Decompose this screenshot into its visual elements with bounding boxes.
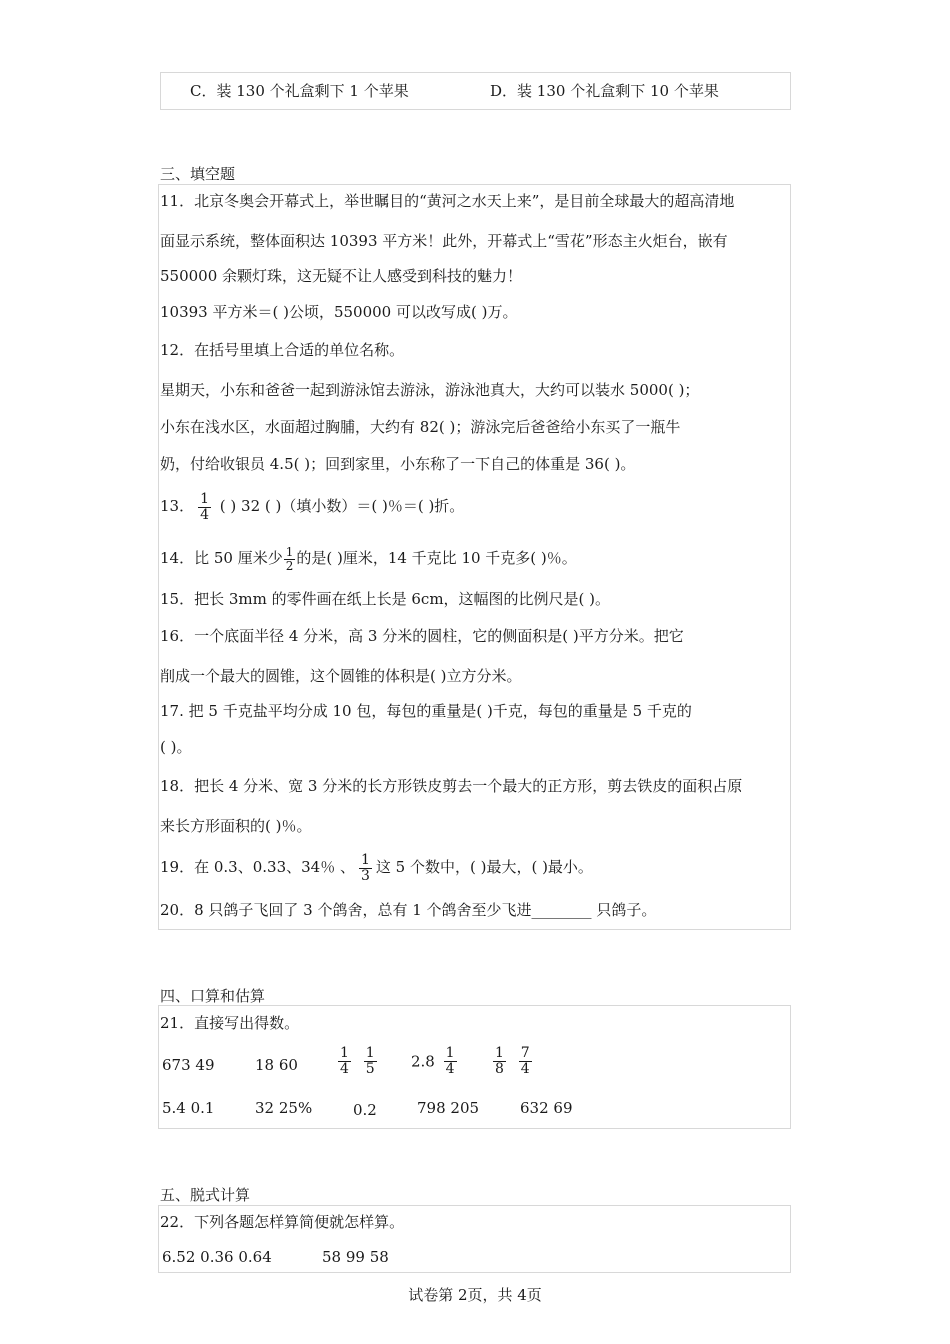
frac-num: 1: [365, 1045, 375, 1061]
q21-r1-d-text: 2.8: [411, 1052, 435, 1071]
q21-r2-d: 798 205: [417, 1099, 480, 1117]
frac-num: 7: [520, 1045, 530, 1061]
q13-prefix: 13．: [160, 497, 195, 515]
q21-r2-a: 5.4 0.1: [162, 1099, 215, 1117]
q19-part-a: 19．在 0.3、0.33、34％ 、: [160, 858, 355, 876]
q14-fraction: [284, 546, 296, 573]
q21-r1-e: [489, 1046, 536, 1077]
section-title-fill-blank: 三、填空题: [160, 165, 236, 183]
q14-part-a: 14．比 50 厘米少: [160, 549, 283, 567]
q21-r2-b: 32 25%: [255, 1099, 313, 1117]
q13-rest: ( ) 32 ( )（填小数）＝( )％＝( )折。: [219, 497, 465, 515]
frac-num: 1: [495, 1045, 504, 1061]
q21-r1-d: [411, 1046, 461, 1077]
q13-fraction: [198, 492, 211, 523]
q14-frac-den: 2: [285, 558, 294, 573]
q21-r1-b: 18 60: [255, 1056, 298, 1074]
q13-frac-num: 1: [200, 490, 210, 507]
q21-r2-c: 0.2: [353, 1101, 377, 1119]
q13-frac-den: 4: [200, 506, 210, 523]
q21-r2-e: 632 69: [520, 1099, 573, 1117]
q15-line: 15．把长 3mm 的零件画在纸上长是 6cm，这幅图的比例尺是( )。: [160, 590, 611, 608]
q22-r1-a: 6.52 0.36 0.64: [162, 1248, 272, 1266]
q11-line4: 10393 平方米＝( )公顷，550000 可以改写成( )万。: [160, 303, 518, 321]
q18-line1: 18．把长 4 分米、宽 3 分米的长方形铁皮剪去一个最大的正方形，剪去铁皮的面积占原: [160, 777, 743, 795]
q12-line4: 奶，付给收银员 4.5( )；回到家里，小东称了一下自己的体重是 36( )。: [160, 455, 636, 473]
q11-line2: 面显示系统，整体面积达 10393 平方米！此外，开幕式上“雪花”形态主火炬台，嵌有: [160, 232, 728, 250]
q21-r1-e-frac2: [519, 1046, 532, 1077]
q21-r1-d-frac: [444, 1046, 457, 1077]
q17-line2: ( )。: [160, 738, 192, 756]
q17-line1: 17. 把 5 千克盐平均分成 10 包，每包的重量是( )千克，每包的重量是 5 千克的: [160, 702, 692, 720]
q19-line: [160, 849, 593, 885]
frac-den: 4: [445, 1061, 455, 1077]
q22-r1-b: 58 99 58: [322, 1248, 389, 1266]
q12-line3: 小东在浅水区，水面超过胸脯，大约有 82( )；游泳完后爸爸给小东买了一瓶牛: [160, 418, 681, 436]
q19-frac-num: 1: [360, 851, 370, 868]
q22-line: 22．下列各题怎样算简便就怎样算。: [160, 1213, 405, 1231]
q16-line1: 16．一个底面半径 4 分米，高 3 分米的圆柱，它的侧面积是( )平方分米。把它: [160, 627, 684, 645]
option-d: D．装 130 个礼盒剩下 10 个苹果: [490, 82, 719, 100]
q20-line: 20．8 只鸽子飞回了 3 个鸽舍，总有 1 个鸽舍至少飞进________ 只鸽子。: [160, 901, 657, 919]
q21-line: 21．直接写出得数。: [160, 1014, 300, 1032]
section-title-step-calc: 五、脱式计算: [160, 1186, 251, 1204]
q14-frac-num: 1: [285, 544, 294, 559]
frac-den: 5: [365, 1061, 375, 1077]
q16-line2: 削成一个最大的圆锥，这个圆锥的体积是( )立方分米。: [160, 667, 522, 685]
q12-line1: 12．在括号里填上合适的单位名称。: [160, 341, 405, 359]
q19-fraction: [359, 853, 372, 884]
option-c: C．装 130 个礼盒剩下 1 个苹果: [190, 82, 409, 100]
q19-frac-den: 3: [360, 867, 370, 884]
q13-line: [160, 488, 464, 524]
frac-num: 1: [340, 1045, 349, 1061]
q18-line2: 来长方形面积的( )％。: [160, 817, 312, 835]
q14-part-b: 的是( )厘米，14 千克比 10 千克多( )％。: [296, 549, 577, 567]
q14-line: [160, 540, 577, 576]
q21-r1-c-frac2: [364, 1046, 377, 1077]
frac-num: 1: [445, 1045, 455, 1061]
q11-line1: 11．北京冬奥会开幕式上，举世瞩目的“黄河之水天上来”，是目前全球最大的超高清地: [160, 192, 735, 210]
page-footer: 试卷第 2页，共 4页: [408, 1286, 542, 1304]
q21-r1-c: [334, 1046, 381, 1077]
q19-part-b: 这 5 个数中，( )最大，( )最小。: [375, 858, 593, 876]
frac-den: 4: [340, 1061, 349, 1077]
q21-r1-e-frac1: [493, 1046, 506, 1077]
q12-line2: 星期天，小东和爸爸一起到游泳馆去游泳，游泳池真大，大约可以装水 5000( )；: [160, 381, 700, 399]
frac-den: 8: [495, 1061, 504, 1077]
section-title-mental-math: 四、口算和估算: [160, 987, 266, 1005]
q21-r1-a: 673 49: [162, 1056, 215, 1074]
q21-r1-c-frac1: [338, 1046, 351, 1077]
q11-line3: 550000 余颗灯珠，这无疑不让人感受到科技的魅力！: [160, 267, 523, 285]
frac-den: 4: [520, 1061, 530, 1077]
